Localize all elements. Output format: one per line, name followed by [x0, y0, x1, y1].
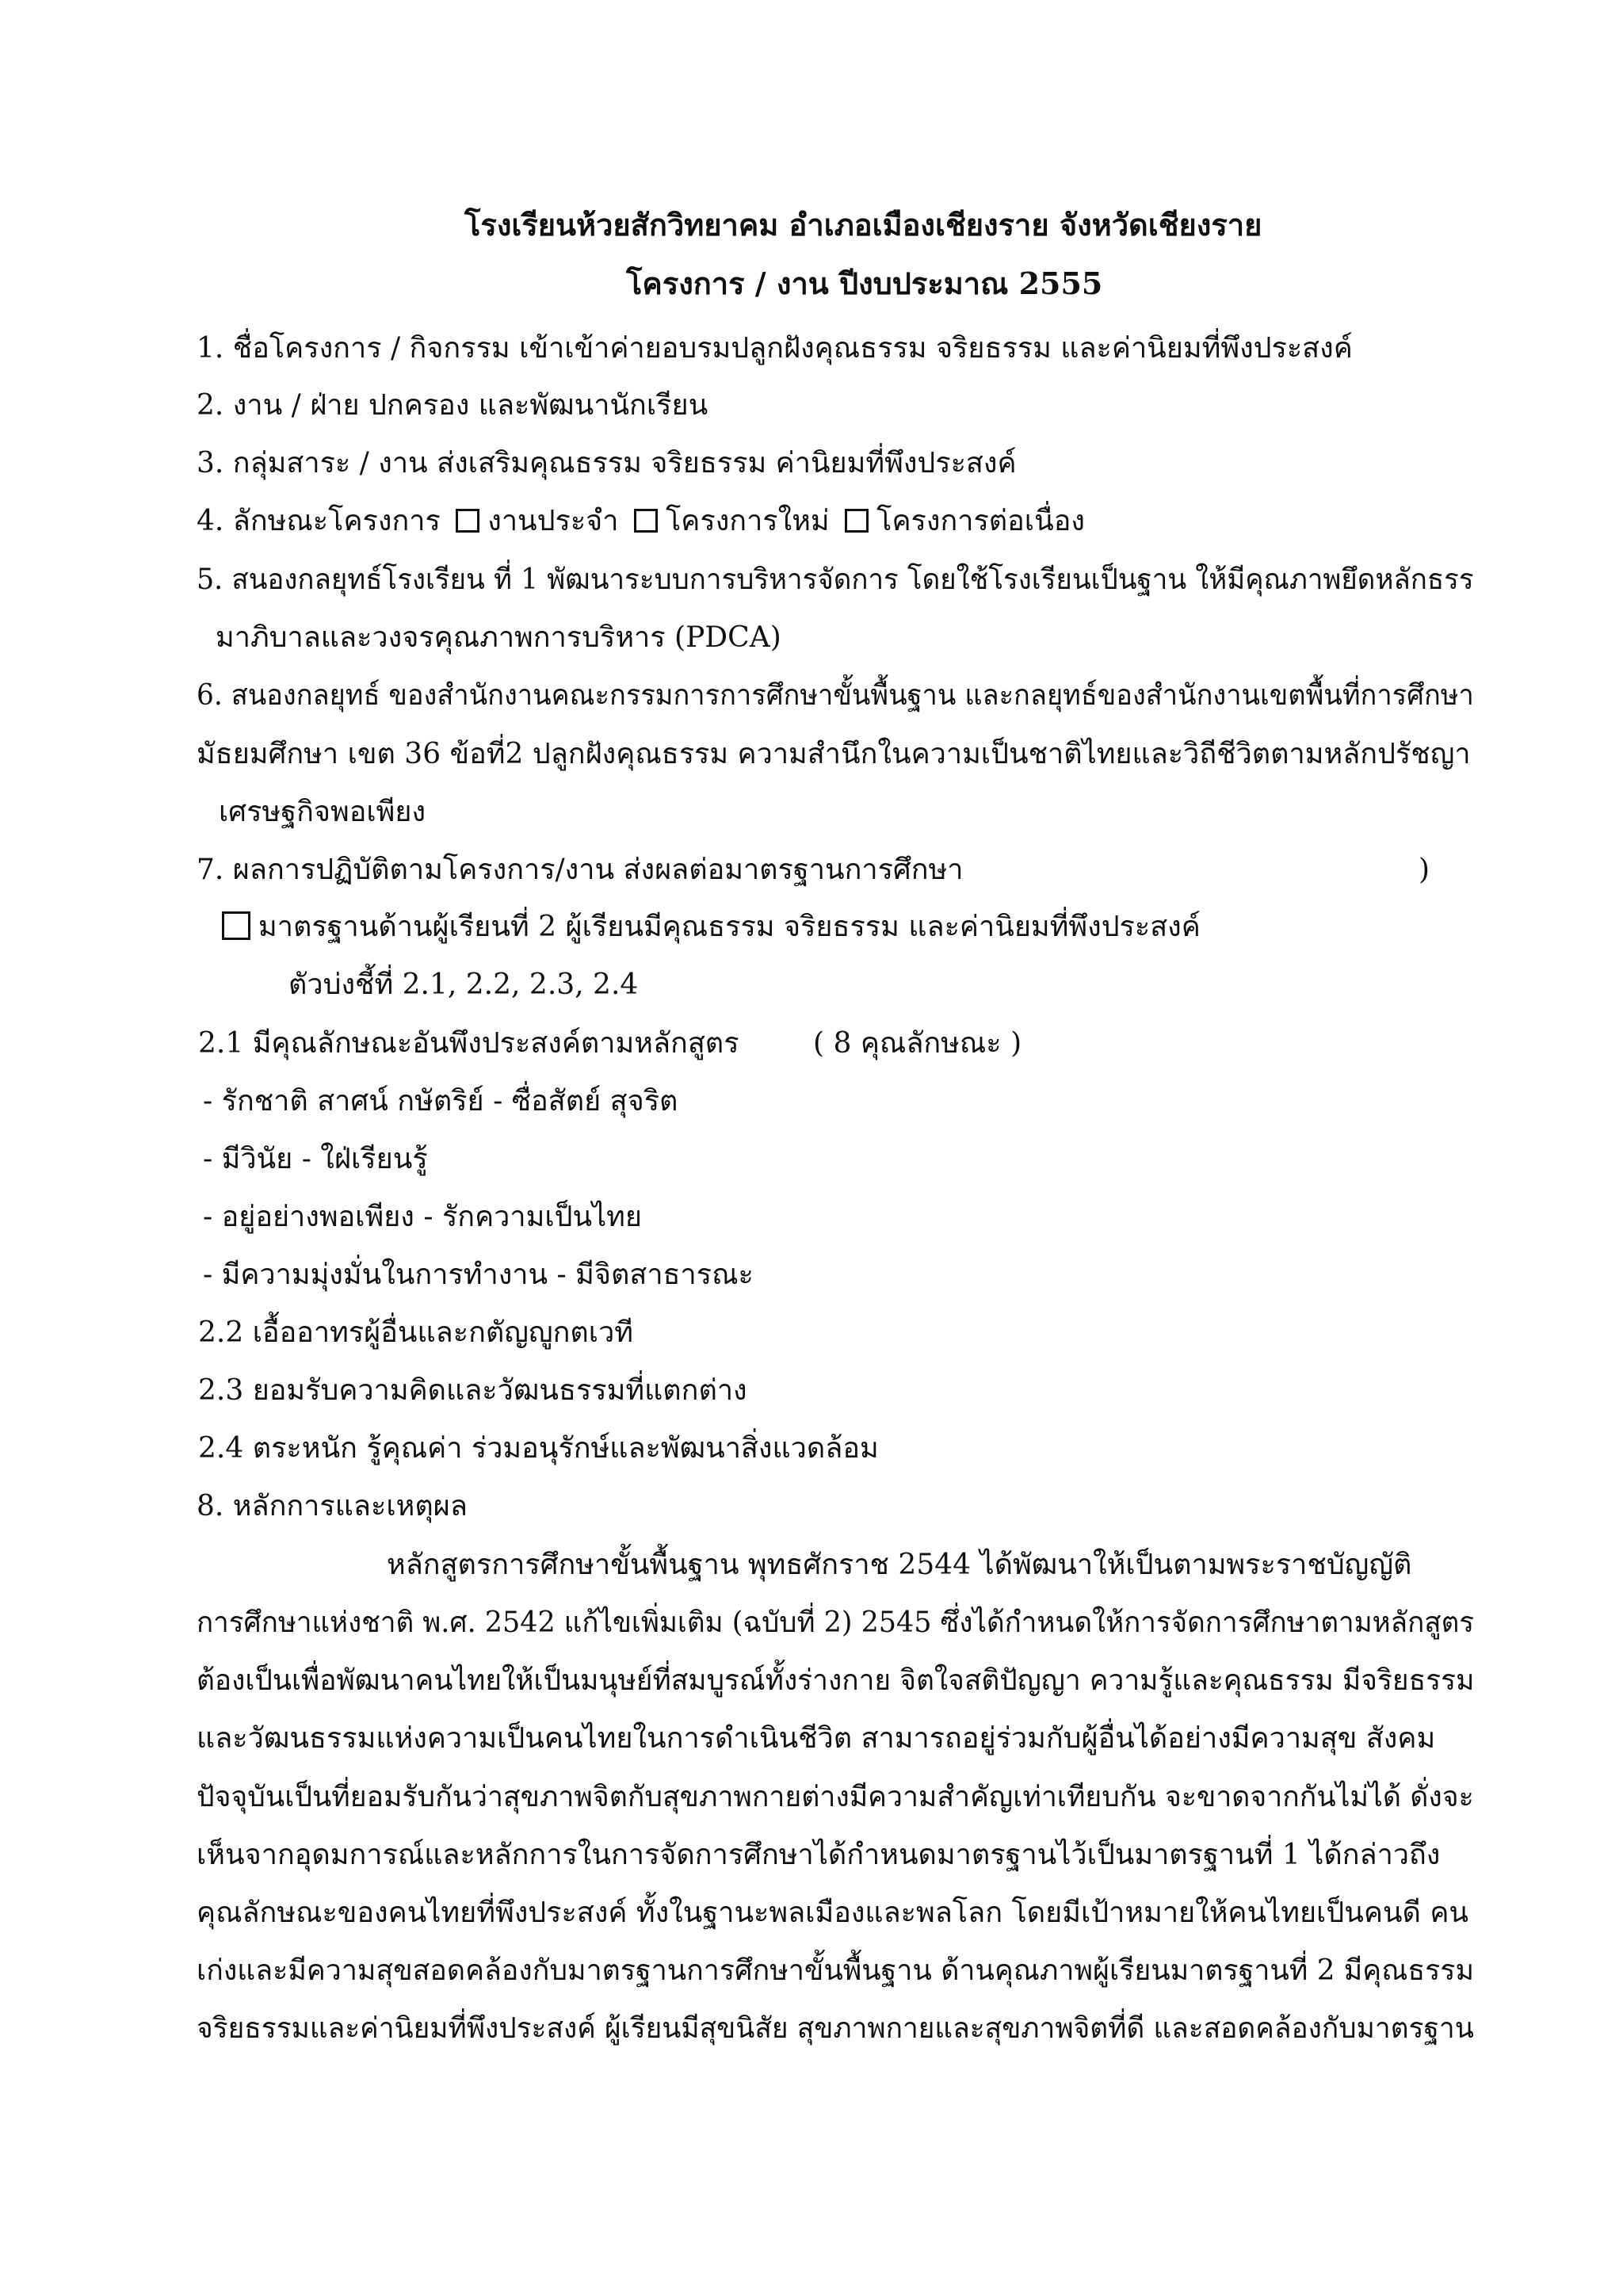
- rationale-line: และวัฒนธรรมแห่งความเป็นคนไทยในการดำเนินชีวิต สามารถอยู่ร่วมกับผู้อื่นได้อย่างมีความสุข สังคม: [197, 1722, 1436, 1755]
- item-1-project-name: 1. ชื่อโครงการ / กิจกรรม เข้าเข้าค่ายอบรมปลูกฝังคุณธรรม จริยธรรม และค่านิยมที่พึงประสงค์: [197, 332, 1353, 365]
- checkbox-standard-2[interactable]: [222, 911, 250, 940]
- item-4-project-type: [197, 504, 1085, 539]
- rationale-line: เห็นจากอุดมการณ์และหลักการในการจัดการศึกษาได้กำหนดมาตรฐานไว้เป็นมาตรฐานที่ 1 ได้กล่าวถึง: [197, 1839, 1441, 1871]
- standard-2-2: 2.2 เอื้ออาทรผู้อื่นและกตัญญูกตเวที: [198, 1316, 634, 1349]
- item-2-department: 2. งาน / ฝ่าย ปกครอง และพัฒนานักเรียน: [197, 389, 708, 422]
- rationale-line: ต้องเป็นเพื่อพัฒนาคนไทยให้เป็นมนุษย์ที่สมบูรณ์ทั้งร่างกาย จิตใจสติปัญญา ความรู้และคุณธรรม มีจริยธรรม: [197, 1664, 1475, 1697]
- item-5-line-2: มาภิบาลและวงจรคุณภาพการบริหาร (PDCA): [216, 621, 781, 654]
- item-4-label: 4. ลักษณะโครงการ: [197, 505, 441, 537]
- item-6-line-2: มัธยมศึกษา เขต 36 ข้อที่2 ปลูกฝังคุณธรรม ความสำนึกในความเป็นชาติไทยและวิถีชีวิตตามหลักปรัชญา: [197, 738, 1471, 770]
- rationale-line: คุณลักษณะของคนไทยที่พึงประสงค์ ทั้งในฐานะพลเมืองและพลโลก โดยมีเป้าหมายให้คนไทยเป็นคนดี คน: [197, 1897, 1469, 1929]
- checkbox-continuing-project[interactable]: [845, 509, 869, 533]
- trait-line: - มีวินัย - ใฝ่เรียนรู้: [203, 1143, 428, 1175]
- trait-line: - อยู่อย่างพอเพียง - รักความเป็นไทย: [203, 1201, 643, 1233]
- indicators-line: ตัวบ่งชี้ที่ 2.1, 2.2, 2.3, 2.4: [288, 968, 639, 1001]
- item-5-line-1: 5. สนองกลยุทธ์โรงเรียน ที่ 1 พัฒนาระบบการบริหารจัดการ โดยใช้โรงเรียนเป็นฐาน ให้มีคุณภาพยึดหลักธรร: [197, 563, 1474, 596]
- rationale-line: การศึกษาแห่งชาติ พ.ศ. 2542 แก้ไขเพิ่มเติม (ฉบับที่ 2) 2545 ซึ่งได้กำหนดให้การจัดการศึกษาตามหลักสูตร: [197, 1606, 1475, 1639]
- trait-line: - มีความมุ่งมั่นในการทำงาน - มีจิตสาธารณะ: [203, 1259, 754, 1291]
- item-3-learning-group: 3. กลุ่มสาระ / งาน ส่งเสริมคุณธรรม จริยธรรม ค่านิยมที่พึงประสงค์: [197, 447, 1017, 479]
- trait-line: - รักชาติ สาศน์ กษัตริย์ - ซื่อสัตย์ สุจริต: [203, 1085, 678, 1117]
- standard-2-3: 2.3 ยอมรับความคิดและวัฒนธรรมที่แตกต่าง: [198, 1374, 747, 1407]
- rationale-line: เก่งและมีความสุขสอดคล้องกับมาตรฐานการศึกษาขั้นพื้นฐาน ด้านคุณภาพผู้เรียนมาตรฐานที่ 2 มีคุณธรรม: [197, 1954, 1475, 1987]
- item-8-rationale-heading: 8. หลักการและเหตุผล: [197, 1490, 468, 1522]
- item-6-line-3: เศรษฐกิจพอเพียง: [219, 796, 426, 828]
- standard-2-1: [198, 1026, 1022, 1061]
- standard-2-line: [222, 910, 1201, 945]
- project-year-heading: โครงการ / งาน ปีงบประมาณ 2555: [626, 266, 1103, 301]
- standard-2-4: 2.4 ตระหนัก รู้คุณค่า ร่วมอนุรักษ์และพัฒนาสิ่งแวดล้อม: [198, 1432, 879, 1465]
- standard-2-1-text: 2.1 มีคุณลักษณะอันพึงประสงค์ตามหลักสูตร: [198, 1027, 739, 1060]
- rationale-line: ปัจจุบันเป็นที่ยอมรับกันว่าสุขภาพจิตกับสุขภาพกายต่างมีความสำคัญเท่าเทียบกัน จะขาดจากกันไม่ได้ ดั่งจะ: [197, 1781, 1474, 1813]
- standard-2-1-count: ( 8 คุณลักษณะ ): [813, 1027, 1022, 1060]
- option-continuing-project: โครงการต่อเนื่อง: [876, 505, 1085, 537]
- option-routine: งานประจำ: [487, 505, 619, 537]
- standard-2-text: มาตรฐานด้านผู้เรียนที่ 2 ผู้เรียนมีคุณธรรม จริยธรรม และค่านิยมที่พึงประสงค์: [258, 911, 1201, 943]
- item-6-line-1: 6. สนองกลยุทธ์ ของสำนักงานคณะกรรมการการศึกษาขั้นพื้นฐาน และกลยุทธ์ของสำนักงานเขตพื้นที่การศึกษา: [197, 679, 1474, 712]
- item-7-closing-paren: ): [1419, 854, 1430, 886]
- item-7-standards-effect: 7. ผลการปฏิบัติตามโครงการ/งาน ส่งผลต่อมาตรฐานการศึกษา: [197, 854, 964, 886]
- rationale-line: หลักสูตรการศึกษาขั้นพื้นฐาน พุทธศักราช 2544 ได้พัฒนาให้เป็นตามพระราชบัญญัติ: [387, 1549, 1412, 1581]
- school-heading: โรงเรียนห้วยสักวิทยาคม อำเภอเมืองเชียงราย จังหวัดเชียงราย: [464, 207, 1262, 243]
- checkbox-routine[interactable]: [456, 509, 479, 533]
- option-new-project: โครงการใหม่: [665, 505, 830, 537]
- checkbox-new-project[interactable]: [634, 509, 658, 533]
- rationale-line: จริยธรรมและค่านิยมที่พึงประสงค์ ผู้เรียนมีสุขนิสัย สุขภาพกายและสุขภาพจิตที่ดี และสอดคล้องกับมาตรฐาน: [197, 2012, 1474, 2045]
